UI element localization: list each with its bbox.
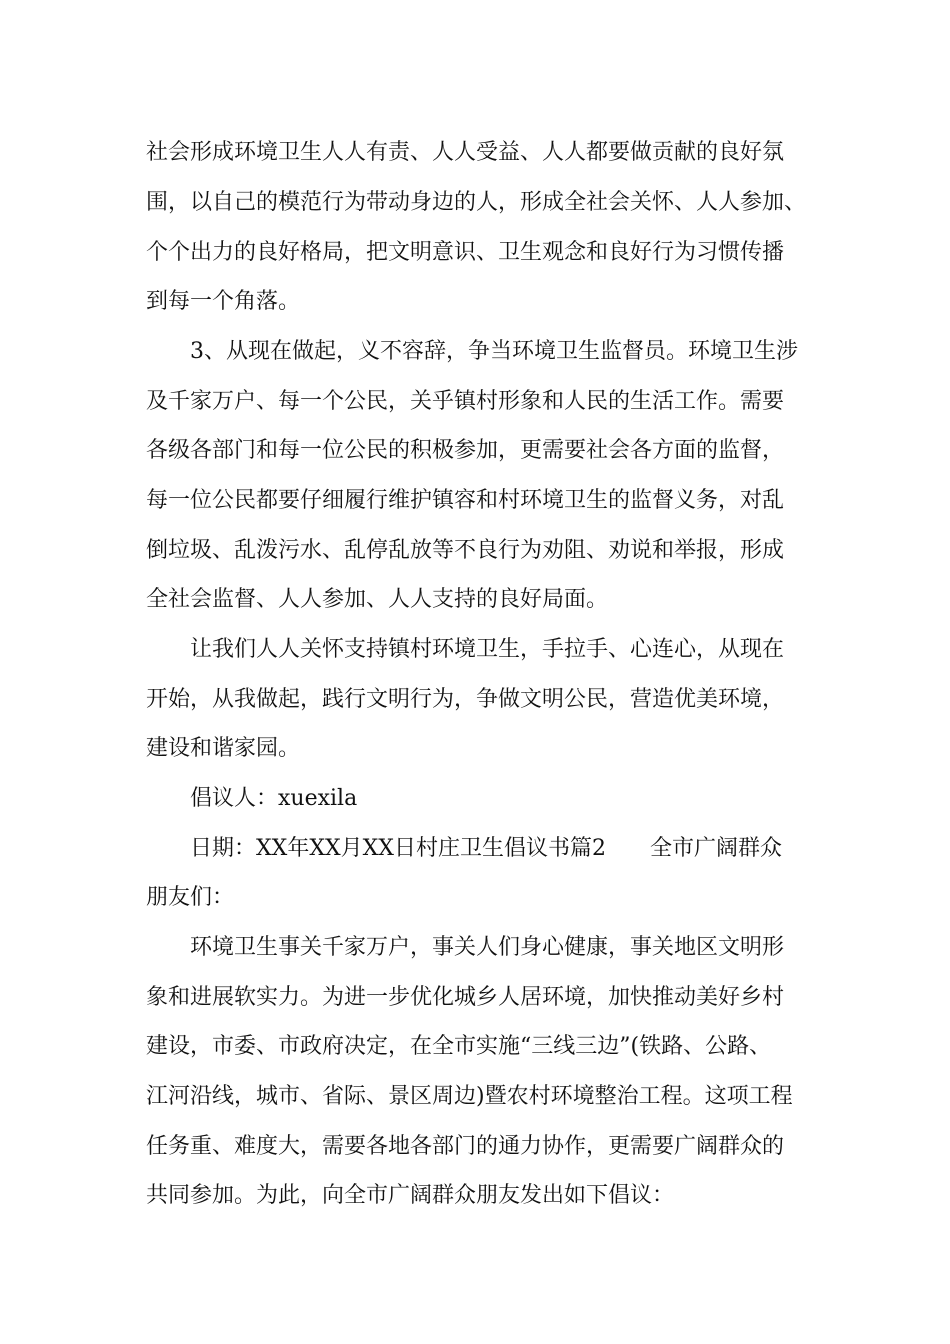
text-line-4: 到每一个角落。 — [146, 289, 301, 314]
text-line-13: 建设和谐家园。 — [146, 736, 301, 761]
text-line-1: 社会形成环境卫生人人有责、人人受益、人人都要做贡献的良好氛 — [146, 140, 785, 165]
date-line: 日期：XX年XX月XX日村庄卫生倡议书篇2 全市广阔群众 — [190, 836, 782, 861]
text-line-5: 3、从现在做起，义不容辞，争当环境卫生监督员。环境卫生涉 — [190, 339, 798, 364]
text-line-7: 各级各部门和每一位公民的积极参加，更需要社会各方面的监督， — [146, 438, 785, 463]
text-line-17: 环境卫生事关千家万户，事关人们身心健康，事关地区文明形 — [190, 935, 785, 960]
text-line-9: 倒垃圾、乱泼污水、乱停乱放等不良行为劝阻、劝说和举报，形成 — [146, 538, 785, 563]
text-line-2: 围，以自己的模范行为带动身边的人，形成全社会关怀、人人参加、 — [146, 190, 807, 215]
salutation-line: 朋友们： — [146, 885, 235, 910]
text-line-20: 江河沿线，城市、省际、景区周边)暨农村环境整治工程。这项工程 — [146, 1084, 793, 1109]
text-line-21: 任务重、难度大，需要各地各部门的通力协作，更需要广阔群众的 — [146, 1134, 785, 1159]
text-line-18: 象和进展软实力。为进一步优化城乡人居环境，加快推动美好乡村 — [146, 985, 785, 1010]
text-line-22: 共同参加。为此，向全市广阔群众朋友发出如下倡议： — [146, 1183, 675, 1208]
text-line-11: 让我们人人关怀支持镇村环境卫生，手拉手、心连心，从现在 — [190, 637, 785, 662]
text-line-19: 建设，市委、市政府决定，在全市实施“三线三边”(铁路、公路、 — [146, 1034, 772, 1059]
text-line-10: 全社会监督、人人参加、人人支持的良好局面。 — [146, 587, 609, 612]
text-line-6: 及千家万户、每一个公民，关乎镇村形象和人民的生活工作。需要 — [146, 389, 785, 414]
text-line-3: 个个出力的良好格局，把文明意识、卫生观念和良好行为习惯传播 — [146, 240, 785, 265]
text-line-12: 开始，从我做起，践行文明行为，争做文明公民，营造优美环境， — [146, 687, 785, 712]
text-line-8: 每一位公民都要仔细履行维护镇容和村环境卫生的监督义务，对乱 — [146, 488, 785, 513]
signature-line: 倡议人：xuexila — [190, 786, 358, 811]
